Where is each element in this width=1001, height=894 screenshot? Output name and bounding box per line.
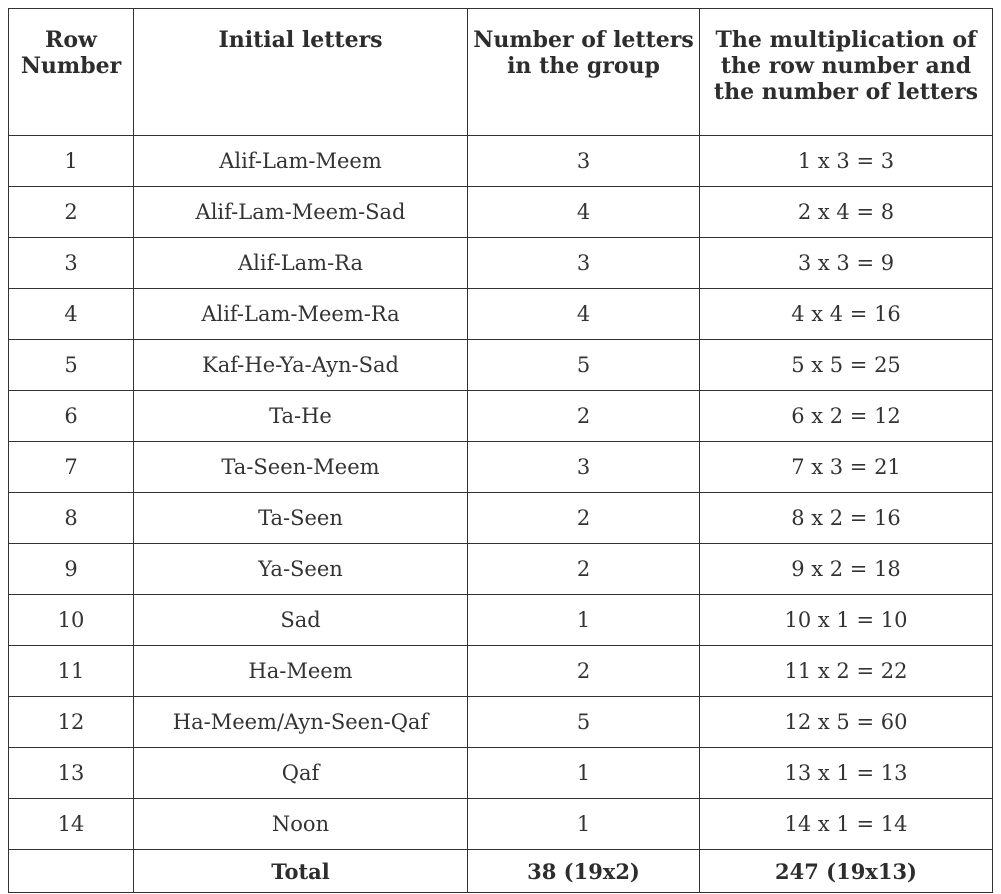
header-line: Initial letters xyxy=(218,27,383,53)
initial-letters-cell: Alif-Lam-Meem-Sad xyxy=(134,187,468,238)
letter-count-cell: 2 xyxy=(468,391,700,442)
initial-letters-cell: Alif-Lam-Ra xyxy=(134,238,468,289)
total-letters: 38 (19x2) xyxy=(468,850,700,893)
header-line: Number xyxy=(20,53,122,79)
letter-count-cell: 3 xyxy=(468,238,700,289)
initial-letters-cell: Ha-Meem xyxy=(134,646,468,697)
table-row xyxy=(9,187,993,238)
table-body xyxy=(9,136,993,850)
row-number-cell: 12 xyxy=(9,697,134,748)
initial-letters-cell: Ya-Seen xyxy=(134,544,468,595)
multiplication-cell: 5 x 5 = 25 xyxy=(700,340,993,391)
multiplication-cell: 3 x 3 = 9 xyxy=(700,238,993,289)
table-row xyxy=(9,391,993,442)
multiplication-cell: 13 x 1 = 13 xyxy=(700,748,993,799)
initial-letters-cell: Sad xyxy=(134,595,468,646)
total-empty-cell xyxy=(9,850,134,893)
letter-count-cell: 1 xyxy=(468,799,700,850)
multiplication-cell: 8 x 2 = 16 xyxy=(700,493,993,544)
initial-letters-cell: Qaf xyxy=(134,748,468,799)
header-line: in the group xyxy=(507,53,660,79)
table-row xyxy=(9,799,993,850)
total-product: 247 (19x13) xyxy=(700,850,993,893)
letter-count-cell: 4 xyxy=(468,289,700,340)
row-number-cell: 7 xyxy=(9,442,134,493)
multiplication-cell: 14 x 1 = 14 xyxy=(700,799,993,850)
row-number-cell: 4 xyxy=(9,289,134,340)
header-line: the number of letters xyxy=(713,79,979,105)
table-header xyxy=(9,9,993,136)
initial-letters-cell: Noon xyxy=(134,799,468,850)
letter-count-cell: 1 xyxy=(468,595,700,646)
total-label: Total xyxy=(134,850,468,893)
letter-count-cell: 5 xyxy=(468,340,700,391)
header-row-number xyxy=(9,9,134,136)
initial-letters-cell: Alif-Lam-Meem-Ra xyxy=(134,289,468,340)
initial-letters-cell: Ta-Seen xyxy=(134,493,468,544)
table-footer xyxy=(9,850,993,893)
letter-count-cell: 4 xyxy=(468,187,700,238)
table-row xyxy=(9,340,993,391)
row-number-cell: 10 xyxy=(9,595,134,646)
table-row xyxy=(9,646,993,697)
header-number-of-letters xyxy=(468,9,700,136)
row-number-cell: 13 xyxy=(9,748,134,799)
initial-letters-cell: Alif-Lam-Meem xyxy=(134,136,468,187)
multiplication-cell: 9 x 2 = 18 xyxy=(700,544,993,595)
table-row xyxy=(9,289,993,340)
row-number-cell: 8 xyxy=(9,493,134,544)
table-row xyxy=(9,595,993,646)
table-row xyxy=(9,748,993,799)
row-number-cell: 1 xyxy=(9,136,134,187)
letter-count-cell: 2 xyxy=(468,544,700,595)
row-number-cell: 11 xyxy=(9,646,134,697)
multiplication-cell: 6 x 2 = 12 xyxy=(700,391,993,442)
initial-letters-cell: Ta-Seen-Meem xyxy=(134,442,468,493)
multiplication-cell: 10 x 1 = 10 xyxy=(700,595,993,646)
row-number-cell: 9 xyxy=(9,544,134,595)
multiplication-cell: 1 x 3 = 3 xyxy=(700,136,993,187)
row-number-cell: 5 xyxy=(9,340,134,391)
row-number-cell: 6 xyxy=(9,391,134,442)
table-row xyxy=(9,238,993,289)
total-row xyxy=(9,850,993,893)
initial-letters-cell: Ta-He xyxy=(134,391,468,442)
initial-letters-cell: Ha-Meem/Ayn-Seen-Qaf xyxy=(134,697,468,748)
multiplication-cell: 11 x 2 = 22 xyxy=(700,646,993,697)
header-initial-letters xyxy=(134,9,468,136)
letter-count-cell: 3 xyxy=(468,442,700,493)
header-line: Number of letters xyxy=(473,27,694,53)
letters-table xyxy=(8,8,993,893)
table-row xyxy=(9,697,993,748)
header-multiplication xyxy=(700,9,993,136)
header-line: The multiplication of xyxy=(715,27,977,53)
table-row xyxy=(9,442,993,493)
header-row xyxy=(9,9,993,136)
header-line: Row xyxy=(45,27,97,53)
row-number-cell: 2 xyxy=(9,187,134,238)
table-row xyxy=(9,493,993,544)
multiplication-cell: 2 x 4 = 8 xyxy=(700,187,993,238)
multiplication-cell: 7 x 3 = 21 xyxy=(700,442,993,493)
row-number-cell: 3 xyxy=(9,238,134,289)
letter-count-cell: 5 xyxy=(468,697,700,748)
letter-count-cell: 2 xyxy=(468,646,700,697)
table-row xyxy=(9,544,993,595)
multiplication-cell: 4 x 4 = 16 xyxy=(700,289,993,340)
initial-letters-cell: Kaf-He-Ya-Ayn-Sad xyxy=(134,340,468,391)
letter-count-cell: 1 xyxy=(468,748,700,799)
letters-table-container xyxy=(8,8,993,893)
row-number-cell: 14 xyxy=(9,799,134,850)
letter-count-cell: 3 xyxy=(468,136,700,187)
letter-count-cell: 2 xyxy=(468,493,700,544)
multiplication-cell: 12 x 5 = 60 xyxy=(700,697,993,748)
header-line: the row number and xyxy=(720,53,972,79)
table-row xyxy=(9,136,993,187)
